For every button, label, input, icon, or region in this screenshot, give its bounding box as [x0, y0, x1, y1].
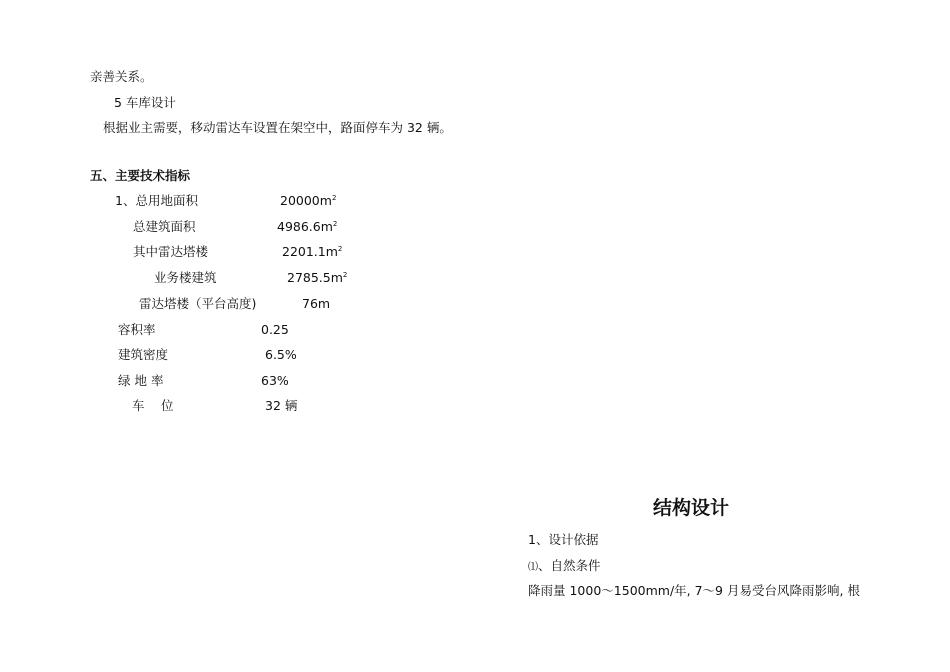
indicator-value: 6.5%	[265, 347, 297, 362]
indicator-label: 1、总用地面积	[115, 193, 198, 208]
paragraph-line: 降雨量 1000～1500mm/年, 7～9 月易受台风降雨影响, 根	[528, 583, 860, 598]
indicator-value: 0.25	[261, 322, 289, 337]
indicator-value: $20000m^2$	[280, 193, 337, 208]
section-heading: 五、主要技术指标	[90, 168, 191, 183]
indicator-value: $2201.1m^2$	[282, 244, 343, 259]
section-title: 结构设计	[653, 497, 730, 519]
text-line: 亲善关系。	[90, 69, 153, 84]
indicator-value: 32 辆	[265, 398, 298, 413]
indicator-value: 76m	[302, 296, 331, 311]
garage-heading: 5 车库设计	[114, 95, 176, 110]
list-item: 1、设计依据	[528, 532, 599, 547]
indicator-label: 车 位	[132, 398, 174, 413]
garage-paragraph: 根据业主需要，移动雷达车设置在架空中，路面停车为 32 辆。	[103, 120, 452, 135]
indicator-label: 绿 地 率	[118, 373, 164, 388]
indicator-value: $4986.6m^2$	[277, 219, 338, 234]
indicator-label: 其中雷达塔楼	[133, 244, 209, 259]
indicator-label: 容积率	[118, 322, 156, 337]
indicator-label: 业务楼建筑	[154, 270, 217, 285]
indicator-label: 雷达塔楼（平台高度)	[139, 296, 257, 311]
indicator-label: 总建筑面积	[133, 219, 196, 234]
indicator-value: $2785.5m^2$	[287, 270, 348, 285]
indicator-value: 63%	[261, 373, 289, 388]
list-item: ⑴、自然条件	[528, 558, 601, 573]
indicator-label: 建筑密度	[118, 347, 169, 362]
